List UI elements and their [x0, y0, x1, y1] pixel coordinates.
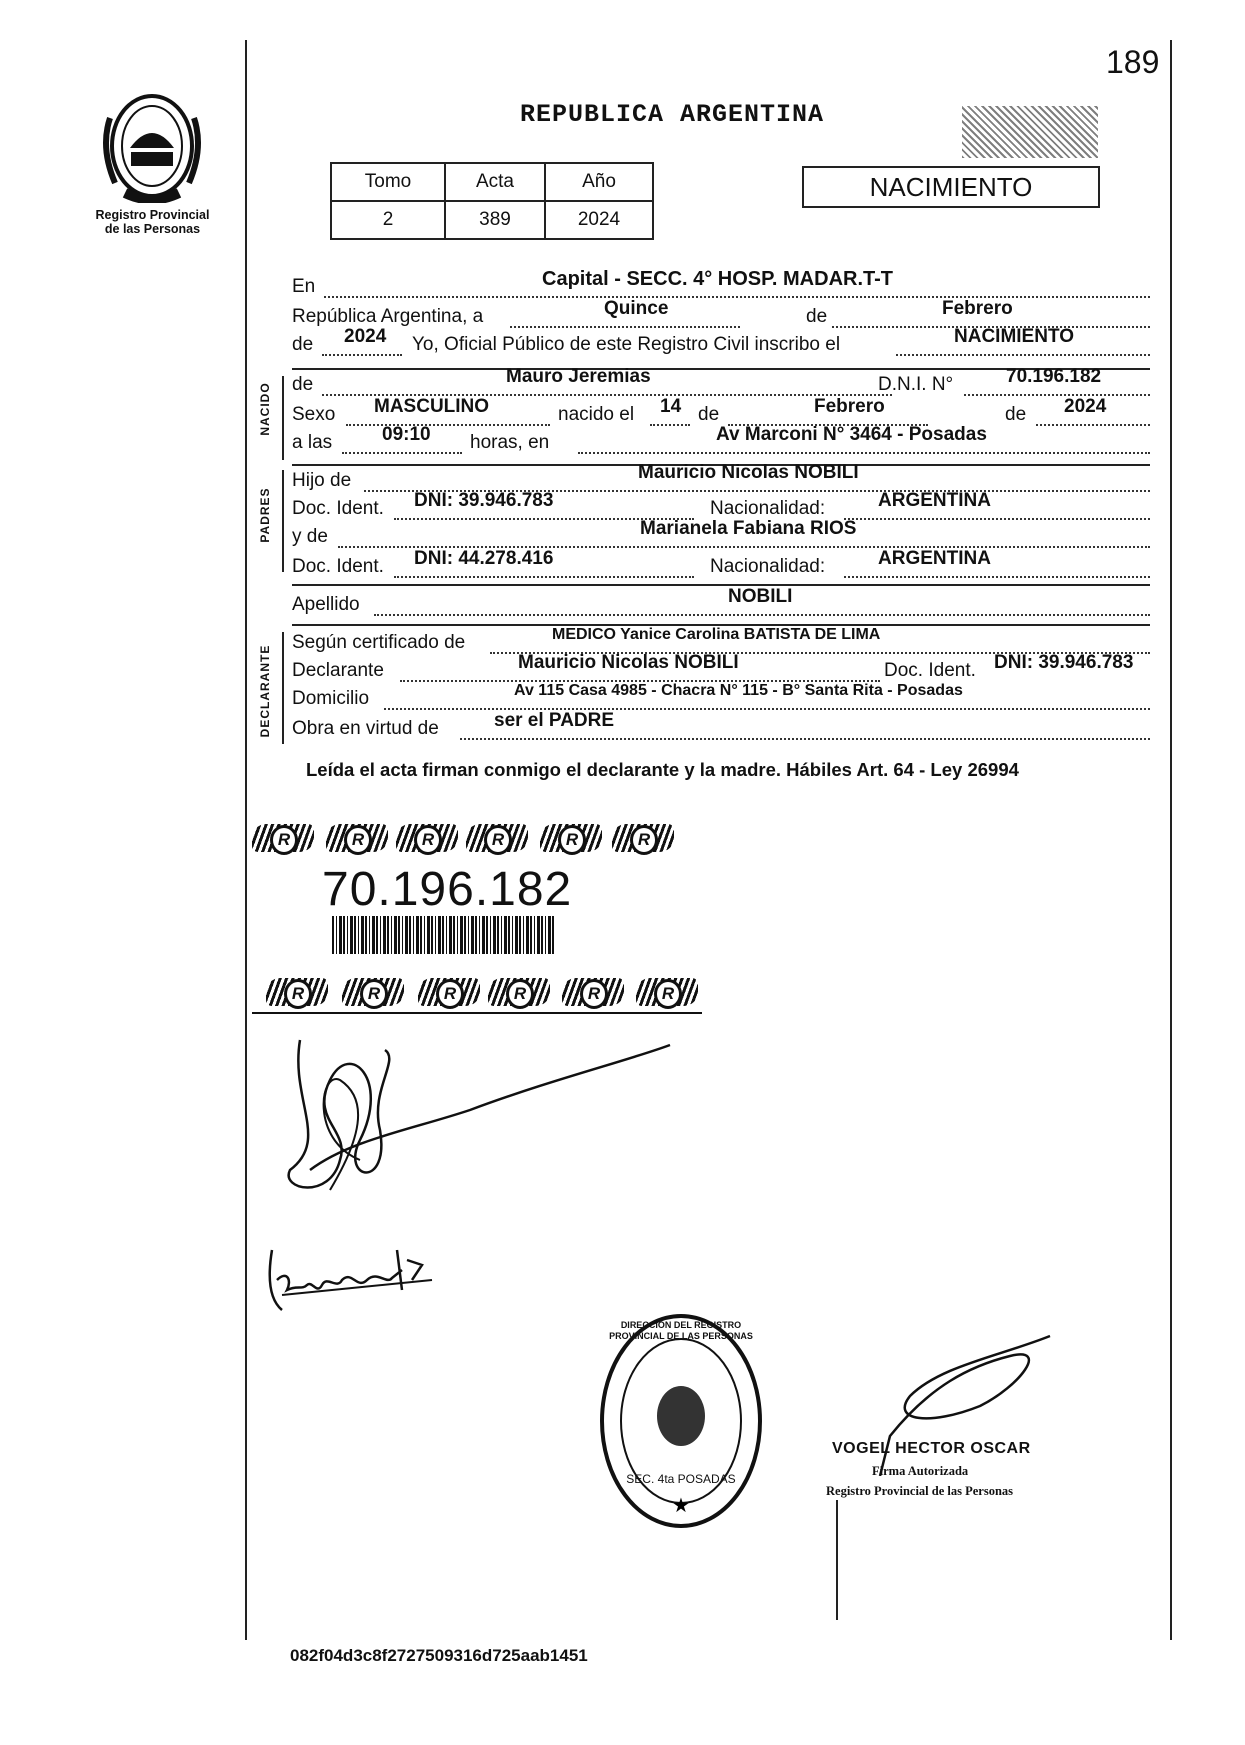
tomo-header: Tomo [331, 163, 445, 201]
anio-value: 2024 [545, 201, 653, 239]
name-de-label: de [292, 374, 314, 395]
anio-header: Año [545, 163, 653, 201]
birth-place-value: Av Marconi N° 3464 - Posadas [716, 424, 987, 445]
child-name-value: Mauro Jeremias [506, 366, 651, 387]
en-label: En [292, 276, 316, 297]
acta-header: Acta [445, 163, 545, 201]
sexo-value: MASCULINO [374, 396, 490, 417]
security-marks-top [252, 820, 702, 856]
registry-seal [598, 1312, 764, 1530]
birth-de-label-1: de [698, 404, 720, 425]
hijo-label: Hijo de [292, 470, 352, 491]
day-word-value: Quince [604, 298, 669, 319]
security-mark-icon: R [418, 978, 480, 1006]
declarante-doc-value: DNI: 39.946.783 [994, 652, 1134, 673]
mother-nat-label: Nacionalidad: [710, 556, 826, 577]
document-hash: 082f04d3c8f2727509316d725aab1451 [290, 1646, 588, 1665]
country-title: REPUBLICA ARGENTINA [520, 100, 825, 129]
declarante-doc-label: Doc. Ident. [884, 660, 976, 681]
security-marks-bottom [252, 976, 702, 1014]
official-title: Firma Autorizada [872, 1464, 969, 1478]
father-doc-value: DNI: 39.946.783 [414, 490, 554, 511]
svg-text:★: ★ [672, 1493, 690, 1517]
yde-label: y de [292, 526, 328, 547]
domicilio-value: Av 115 Casa 4985 - Chacra N° 115 - B° Santa Rita - Posadas [514, 682, 963, 699]
legal-note: Leída el acta firman conmigo el declarante y la madre. Hábiles Art. 64 - Ley 26994 [306, 759, 1019, 780]
birth-month-value: Febrero [814, 396, 885, 417]
mother-signature [262, 1240, 482, 1320]
act-type-value: NACIMIENTO [954, 326, 1074, 347]
apellido-label: Apellido [292, 594, 360, 615]
father-name-value: Mauricio Nicolas NOBILI [638, 462, 859, 483]
birth-de-label-2: de [1005, 404, 1027, 425]
obra-value: ser el PADRE [494, 710, 615, 731]
alas-label: a las [292, 432, 333, 453]
birth-day-value: 14 [660, 396, 682, 417]
security-mark-icon: R [612, 824, 674, 852]
year-de-label: de [292, 334, 314, 355]
tomo-value: 2 [331, 201, 445, 239]
father-nat-label: Nacionalidad: [710, 498, 826, 519]
row-apellido [292, 586, 1150, 620]
nacido-side-label: NACIDO [258, 382, 272, 436]
province-shield-icon [95, 88, 210, 203]
declarant-signature [270, 1020, 770, 1220]
page-number: 189 [1106, 44, 1160, 80]
left-margin-line [245, 40, 247, 1640]
yo-text: Yo, Oficial Público de este Registro Civil inscribo el [412, 334, 841, 355]
father-nat-value: ARGENTINA [878, 490, 991, 511]
padres-side-label: PADRES [258, 487, 272, 543]
mother-doc-value: DNI: 44.278.416 [414, 548, 554, 569]
acta-value: 389 [445, 201, 545, 239]
dni-label: D.N.I. N° [878, 374, 954, 395]
security-mark-icon: R [540, 824, 602, 852]
domicilio-label: Domicilio [292, 688, 370, 709]
right-margin-line [1170, 40, 1172, 1640]
row-mother-doc [292, 548, 1150, 582]
registry-name [70, 208, 235, 236]
child-dni-value: 70.196.182 [1006, 366, 1102, 387]
rep-label: República Argentina, a [292, 306, 484, 327]
declarante-label: Declarante [292, 660, 384, 681]
horas-label: horas, en [470, 432, 550, 453]
security-mark-icon: R [466, 824, 528, 852]
row-place [292, 268, 1150, 302]
barcode [332, 916, 556, 954]
row-domicilio [292, 684, 1150, 714]
row-time [292, 424, 1150, 458]
registry-line-2: de las Personas [104, 222, 201, 236]
apellido-value: NOBILI [728, 586, 793, 607]
month-value: Febrero [942, 298, 1013, 319]
mother-doc-label: Doc. Ident. [292, 556, 384, 577]
record-type-box: NACIMIENTO [802, 166, 1100, 208]
barcode-number: 70.196.182 [322, 863, 573, 916]
security-mark-icon: R [488, 978, 550, 1006]
security-mark-icon: R [562, 978, 624, 1006]
registry-logo [95, 88, 210, 203]
security-mark-icon: R [636, 978, 698, 1006]
official-name: VOGEL HECTOR OSCAR [832, 1440, 1031, 1457]
declarante-name-value: Mauricio Nicolas NOBILI [518, 652, 739, 673]
year-value: 2024 [344, 326, 387, 347]
security-mark-icon: R [252, 824, 314, 852]
declarante-side-label: DECLARANTE [258, 644, 272, 738]
birth-year-value: 2024 [1064, 396, 1107, 417]
security-mark-icon: R [266, 978, 328, 1006]
nacido-label: nacido el [558, 404, 635, 425]
registry-line-1: Registro Provincial [95, 208, 210, 222]
sexo-label: Sexo [292, 404, 336, 425]
mother-nat-value: ARGENTINA [878, 548, 991, 569]
row-year [292, 326, 1150, 360]
obra-label: Obra en virtud de [292, 718, 439, 739]
security-mark-icon: R [326, 824, 388, 852]
mother-name-value: Marianela Fabiana RIOS [640, 518, 857, 539]
row-obra [292, 710, 1150, 744]
security-mark-icon: R [396, 824, 458, 852]
cert-value: MEDICO Yanice Carolina BATISTA DE LIMA [552, 626, 881, 643]
seal-inner-text: SEC. 4ta POSADAS [626, 1472, 736, 1486]
security-mark-icon: R [342, 978, 404, 1006]
place-value: Capital - SECC. 4° HOSP. MADAR.T-T [542, 268, 894, 290]
father-doc-label: Doc. Ident. [292, 498, 384, 519]
rule-3 [292, 584, 1150, 586]
seal-text: DIRECCION DEL REGISTRO PROVINCIAL DE LAS PERSONAS [609, 1320, 753, 1341]
record-table [330, 162, 654, 240]
time-value: 09:10 [382, 424, 431, 445]
security-hologram [962, 106, 1098, 158]
cert-label: Según certificado de [292, 632, 466, 653]
official-registry: Registro Provincial de las Personas [826, 1484, 1014, 1498]
date-de-label: de [806, 306, 828, 327]
